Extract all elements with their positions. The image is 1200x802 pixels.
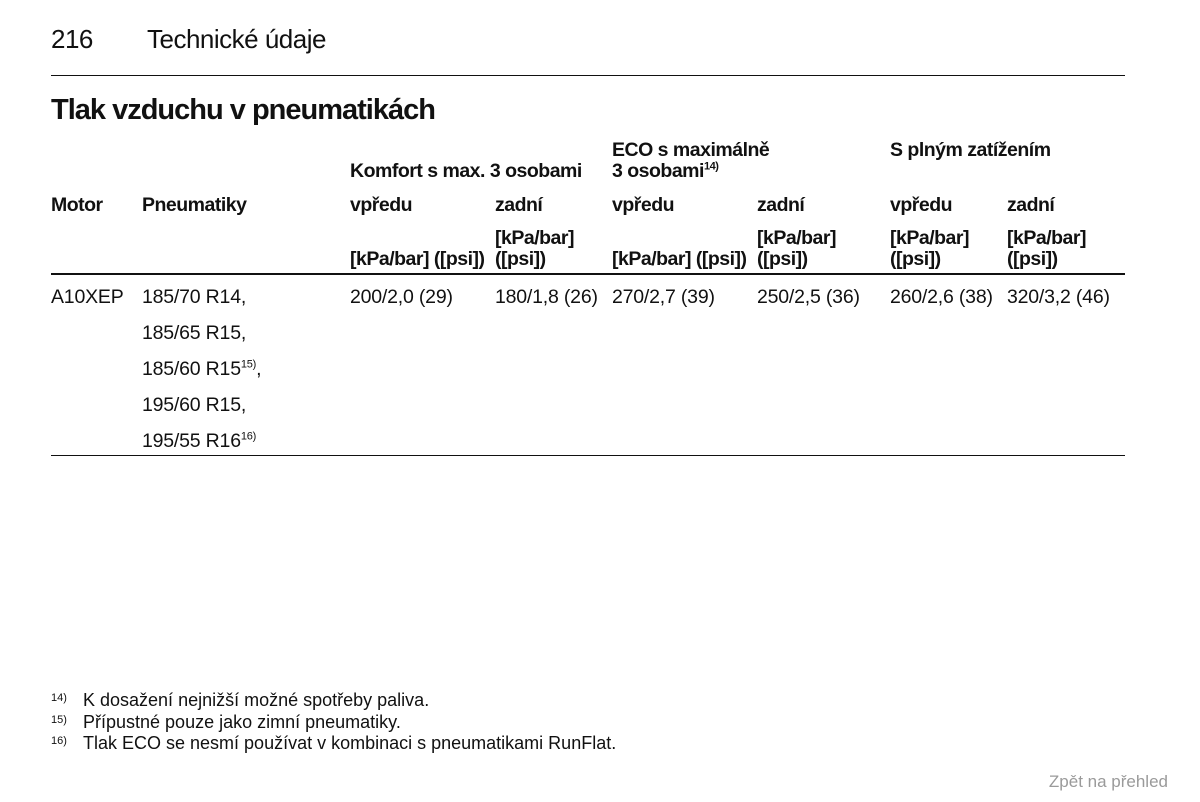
page-number: 216 — [51, 24, 93, 54]
unit-full-rear — [1007, 228, 1086, 270]
footnotes — [51, 690, 616, 755]
footnote — [51, 690, 616, 712]
tyre-size — [142, 430, 256, 452]
footnote-number: 15) — [51, 713, 67, 726]
col-full-rear: zadní — [1007, 194, 1055, 216]
group-eco — [612, 140, 769, 182]
unit-line1: [kPa/bar] — [495, 227, 574, 249]
unit-eco-front: [kPa/bar] ([psi]) — [612, 248, 747, 270]
cell-motor: A10XEP — [51, 286, 124, 308]
tyre-size — [142, 286, 246, 308]
col-full-front: vpředu — [890, 194, 953, 216]
back-to-overview-link[interactable]: Zpět na přehled — [1048, 772, 1168, 791]
footnote-number: 14) — [51, 692, 67, 704]
unit-komfort-rear — [495, 228, 574, 270]
unit-eco-rear — [757, 228, 836, 270]
section-title: Tlak vzduchu v pneumatikách — [51, 94, 435, 126]
tyre-size-suffix: , — [256, 358, 262, 380]
col-eco-front: vpředu — [612, 194, 675, 216]
col-tyres: Pneumatiky — [142, 194, 247, 216]
col-komfort-front: vpředu — [350, 194, 413, 216]
table-header-rule — [51, 273, 1125, 275]
group-eco-line2: 3 osobami — [612, 160, 704, 182]
tyre-size-text: 185/70 R14, — [142, 286, 247, 308]
footnote-ref-15: 15) — [240, 358, 257, 371]
footnote-ref-14: 14) — [703, 160, 719, 173]
value-komfort-front: 200/2,0 (29) — [350, 286, 453, 308]
value-full-front: 260/2,6 (38) — [890, 286, 993, 308]
tyre-size-text: 195/55 R16 — [142, 430, 241, 452]
header-rule — [51, 75, 1125, 76]
unit-line1: [kPa/bar] — [1007, 227, 1086, 249]
unit-full-front — [890, 228, 969, 270]
tyre-size-text: 195/60 R15, — [142, 394, 247, 416]
tyre-size — [142, 322, 246, 344]
footnote-text: Přípustné pouze jako zimní pneumatiky. — [83, 711, 401, 732]
unit-line2: ([psi]) — [1007, 248, 1058, 270]
value-eco-front: 270/2,7 (39) — [612, 286, 715, 308]
unit-line2: ([psi]) — [890, 248, 941, 270]
unit-line1: [kPa/bar] — [890, 227, 969, 249]
footnote-text: Tlak ECO se nesmí používat v kombinaci s pneumatikami RunFlat. — [83, 733, 617, 753]
footnote-ref-16: 16) — [240, 430, 257, 443]
tyre-size-text: 185/60 R15 — [142, 358, 241, 380]
tyre-size — [142, 394, 246, 416]
col-komfort-rear: zadní — [495, 194, 543, 216]
value-full-rear: 320/3,2 (46) — [1007, 286, 1110, 308]
unit-line2: ([psi]) — [495, 248, 546, 270]
chapter-title: Technické údaje — [147, 24, 326, 54]
footnote — [51, 712, 616, 734]
col-motor: Motor — [51, 194, 103, 216]
unit-komfort-front: [kPa/bar] ([psi]) — [350, 248, 485, 270]
value-eco-rear: 250/2,5 (36) — [757, 286, 860, 308]
unit-line2: ([psi]) — [757, 248, 808, 270]
tyre-size — [142, 358, 261, 380]
group-komfort: Komfort s max. 3 osobami — [350, 160, 582, 182]
unit-line1: [kPa/bar] — [757, 227, 836, 249]
tyre-size-text: 185/65 R15, — [142, 322, 247, 344]
footnote — [51, 733, 616, 755]
footnote-number: 16) — [51, 735, 67, 747]
group-eco-line1: ECO s maximálně — [612, 139, 770, 161]
value-komfort-rear: 180/1,8 (26) — [495, 286, 598, 308]
page-header — [51, 24, 326, 55]
table-bottom-rule — [51, 455, 1125, 456]
footnote-text: K dosažení nejnižší možné spotřeby paliva. — [83, 690, 430, 710]
col-eco-rear: zadní — [757, 194, 805, 216]
group-full-load: S plným zatížením — [890, 139, 1051, 161]
